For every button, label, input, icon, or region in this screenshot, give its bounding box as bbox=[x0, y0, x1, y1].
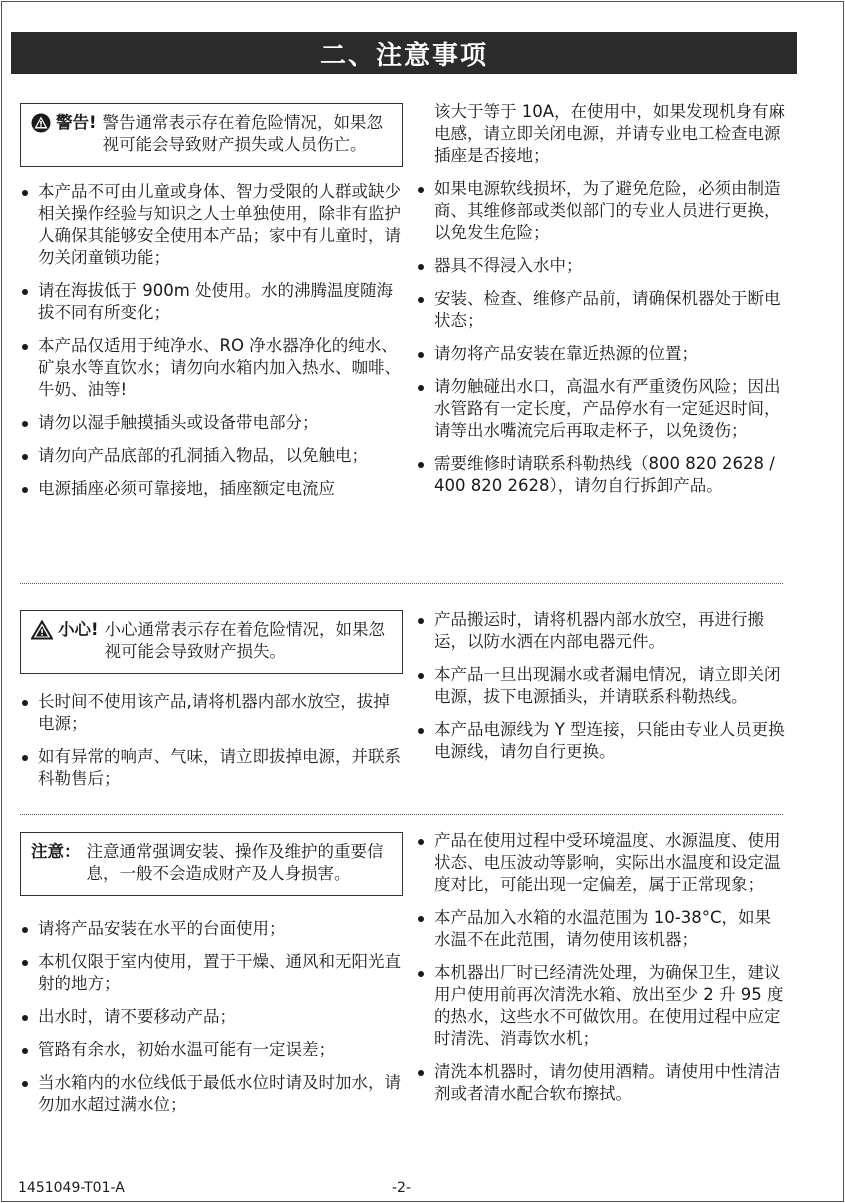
section-divider bbox=[20, 814, 783, 815]
warning-label-text: 警告! bbox=[56, 113, 97, 132]
note-label: 注意： bbox=[31, 842, 81, 861]
list-item: 请勿将产品安装在靠近热源的位置； bbox=[416, 343, 786, 365]
caution-right-list bbox=[416, 609, 786, 763]
document-code: 1451049-T01-A bbox=[18, 1180, 125, 1196]
list-item: 产品在使用过程中受环境温度、水源温度、使用状态、电压波动等影响，实际出水温度和设定温度对比，可能出现一定偏差，属于正常现象； bbox=[416, 830, 786, 896]
list-item: 本产品电源线为 Y 型连接，只能由专业人员更换电源线，请勿自行更换。 bbox=[416, 719, 786, 763]
list-item: 长时间不使用该产品,请将机器内部水放空，拔掉电源； bbox=[20, 691, 403, 735]
caution-left-list bbox=[20, 691, 403, 790]
list-item: 出水时，请不要移动产品； bbox=[20, 1006, 403, 1028]
caution-icon bbox=[31, 620, 53, 640]
note-left-list bbox=[20, 918, 403, 1116]
list-item: 当水箱内的水位线低于最低水位时请及时加水，请勿加水超过满水位； bbox=[20, 1072, 403, 1116]
section-divider bbox=[20, 583, 783, 584]
warning-description: 警告通常表示存在着危险情况，如果忽视可能会导致财产损失或人员伤亡。 bbox=[102, 113, 384, 154]
caution-label-text: 小心! bbox=[58, 620, 99, 639]
note-right-column bbox=[416, 830, 786, 1116]
page-title: 二、注意事项 bbox=[11, 32, 797, 74]
list-item: 产品搬运时，请将机器内部水放空，再进行搬运，以防水洒在内部电器元件。 bbox=[416, 609, 786, 653]
list-item: 管路有余水，初始水温可能有一定误差； bbox=[20, 1039, 403, 1061]
warning-label bbox=[31, 112, 97, 134]
note-notice-box bbox=[20, 832, 403, 896]
list-item: 需要维修时请联系科勒热线（800 820 2628 / 400 820 2628），请勿自行拆卸产品。 bbox=[416, 453, 786, 497]
list-item: 器具不得浸入水中； bbox=[416, 255, 786, 277]
list-item: 本产品仅适用于纯净水、RO 净水器净化的纯水、矿泉水等直饮水；请勿向水箱内加入热水、咖啡、牛奶、油等! bbox=[20, 335, 403, 401]
list-item: 电源插座必须可靠接地，插座额定电流应 bbox=[20, 478, 403, 500]
list-item: 请勿触碰出水口，高温水有严重烫伤风险；因出水管路有一定长度，产品停水有一定延迟时间，请等出水嘴流完后再取走杯子，以免烫伤； bbox=[416, 376, 786, 442]
note-left-column bbox=[20, 832, 403, 1127]
warning-right-list bbox=[416, 178, 786, 497]
page-number: -2- bbox=[392, 1180, 412, 1196]
list-item: 如果电源软线损坏，为了避免危险，必须由制造商、其维修部或类似部门的专业人员进行更换，以免发生危险； bbox=[416, 178, 786, 244]
list-item: 本产品一旦出现漏水或者漏电情况，请立即关闭电源，拔下电源插头，并请联系科勒热线。 bbox=[416, 664, 786, 708]
warning-left-column bbox=[20, 103, 403, 511]
list-item: 清洗本机器时，请勿使用酒精。请使用中性清洁剂或者清水配合软布擦拭。 bbox=[416, 1061, 786, 1105]
list-item: 本产品加入水箱的水温范围为 10-38°C，如果水温不在此范围，请勿使用该机器； bbox=[416, 907, 786, 951]
warning-icon bbox=[31, 113, 51, 133]
note-description: 注意通常强调安装、操作及维护的重要信息，一般不会造成财产及人身损害。 bbox=[86, 842, 384, 883]
warning-left-list bbox=[20, 181, 403, 500]
caution-description: 小心通常表示存在着危险情况，如果忽视可能会导致财产损失。 bbox=[104, 620, 386, 661]
list-item: 请在海拔低于 900m 处使用。水的沸腾温度随海拔不同有所变化； bbox=[20, 280, 403, 324]
note-right-list bbox=[416, 830, 786, 1105]
list-item: 如有异常的响声、气味，请立即拔掉电源，并联系科勒售后； bbox=[20, 746, 403, 790]
list-item: 请将产品安装在水平的台面使用； bbox=[20, 918, 403, 940]
caution-notice-box bbox=[20, 610, 403, 674]
list-item: 本产品不可由儿童或身体、智力受限的人群或缺少相关操作经验与知识之人士单独使用，除非有监护人确保其能够安全使用本产品；家中有儿童时，请勿关闭童锁功能； bbox=[20, 181, 403, 269]
caution-right-column bbox=[416, 609, 786, 774]
caution-left-column bbox=[20, 610, 403, 801]
warning-right-column bbox=[416, 101, 786, 508]
caution-label bbox=[31, 619, 99, 641]
warning-notice-box bbox=[20, 103, 403, 167]
list-item: 安装、检查、维修产品前，请确保机器处于断电状态； bbox=[416, 288, 786, 332]
list-item: 请勿以湿手触摸插头或设备带电部分； bbox=[20, 412, 403, 434]
continued-text: 该大于等于 10A，在使用中，如果发现机身有麻电感，请立即关闭电源，并请专业电工检查电源插座是否接地； bbox=[434, 102, 786, 165]
list-item: 本机器出厂时已经清洗处理，为确保卫生，建议用户使用前再次清洗水箱、放出至少 2 升 95 度的热水，这些水不可做饮用。在使用过程中应定时清洗、消毒饮水机； bbox=[416, 962, 786, 1050]
list-item: 本机仅限于室内使用，置于干燥、通风和无阳光直射的地方； bbox=[20, 951, 403, 995]
list-item: 请勿向产品底部的孔洞插入物品，以免触电； bbox=[20, 445, 403, 467]
